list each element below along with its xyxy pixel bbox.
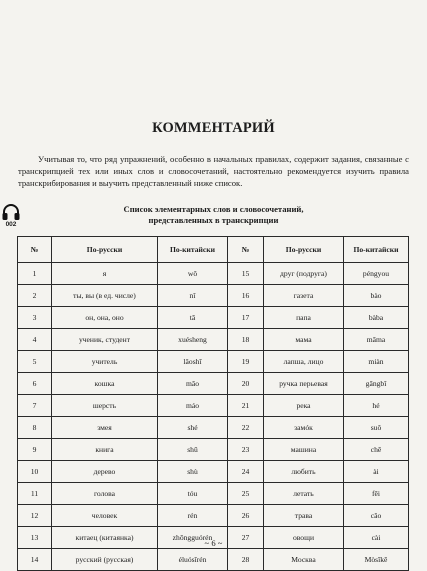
table-cell-russian-1: я xyxy=(52,263,158,285)
table-cell-num-1: 3 xyxy=(18,307,52,329)
table-cell-russian-2: Москва xyxy=(264,549,344,571)
table-cell-num-1: 5 xyxy=(18,351,52,373)
table-cell-num-2: 21 xyxy=(228,395,264,417)
table-cell-russian-1: китаец (китаянка) xyxy=(52,527,158,549)
table-cell-num-2: 27 xyxy=(228,527,264,549)
table-cell-chinese-1: māo xyxy=(158,373,228,395)
table-cell-russian-1: шерсть xyxy=(52,395,158,417)
column-header-num-1: № xyxy=(18,237,52,263)
table-body xyxy=(18,263,409,571)
table-cell-russian-1: голова xyxy=(52,483,158,505)
table-cell-num-2: 28 xyxy=(228,549,264,571)
audio-track-number: 002 xyxy=(5,221,17,228)
table-row xyxy=(18,505,409,527)
list-title-line-2: представленных в транскрипции xyxy=(148,215,279,225)
table-cell-num-2: 20 xyxy=(228,373,264,395)
table-cell-num-2: 15 xyxy=(228,263,264,285)
table-cell-russian-2: летать xyxy=(264,483,344,505)
table-cell-russian-2: лапша, лицо xyxy=(264,351,344,373)
table-cell-chinese-1: shū xyxy=(158,439,228,461)
table-cell-chinese-2: cài xyxy=(344,527,409,549)
table-cell-chinese-1: rén xyxy=(158,505,228,527)
table-cell-chinese-2: bàba xyxy=(344,307,409,329)
table-row xyxy=(18,351,409,373)
table-cell-chinese-2: Mòsīkē xyxy=(344,549,409,571)
table-cell-chinese-2: bào xyxy=(344,285,409,307)
table-cell-chinese-2: chē xyxy=(344,439,409,461)
table-cell-num-2: 19 xyxy=(228,351,264,373)
table-cell-chinese-2: miàn xyxy=(344,351,409,373)
table-cell-russian-1: ученик, студент xyxy=(52,329,158,351)
table-cell-russian-1: учитель xyxy=(52,351,158,373)
table-row xyxy=(18,307,409,329)
table-row xyxy=(18,373,409,395)
table-cell-chinese-2: hé xyxy=(344,395,409,417)
table-cell-russian-1: он, она, оно xyxy=(52,307,158,329)
table-cell-russian-2: друг (подруга) xyxy=(264,263,344,285)
table-cell-chinese-2: fēi xyxy=(344,483,409,505)
table-cell-chinese-2: gāngbǐ xyxy=(344,373,409,395)
column-header-russian-1: По-русски xyxy=(52,237,158,263)
table-cell-num-1: 7 xyxy=(18,395,52,417)
table-cell-chinese-1: tā xyxy=(158,307,228,329)
table-cell-num-2: 22 xyxy=(228,417,264,439)
table-cell-chinese-1: xuésheng xyxy=(158,329,228,351)
table-cell-russian-1: змея xyxy=(52,417,158,439)
table-cell-num-1: 13 xyxy=(18,527,52,549)
column-header-russian-2: По-русски xyxy=(264,237,344,263)
intro-text: Учитывая то, что ряд упражнений, особенно в начальных правилах, содержит задания, связанные с транскрипцией тех или иных слов и словосочетаний, настоятельно рекомендуется изучить правила транскрибирования и выучить представленный ниже список. xyxy=(18,154,409,189)
table-cell-num-2: 17 xyxy=(228,307,264,329)
table-row xyxy=(18,461,409,483)
column-header-chinese-1: По-китайски xyxy=(158,237,228,263)
table-cell-russian-1: русский (русская) xyxy=(52,549,158,571)
table-cell-num-2: 24 xyxy=(228,461,264,483)
table-cell-russian-2: ручка перьевая xyxy=(264,373,344,395)
table-cell-russian-2: трава xyxy=(264,505,344,527)
table-cell-russian-2: папа xyxy=(264,307,344,329)
table-header xyxy=(18,237,409,263)
column-header-num-2: № xyxy=(228,237,264,263)
table-cell-russian-1: кошка xyxy=(52,373,158,395)
list-title xyxy=(0,204,427,226)
table-cell-num-1: 10 xyxy=(18,461,52,483)
table-cell-russian-2: замóк xyxy=(264,417,344,439)
table-cell-russian-1: ты, вы (в ед. числе) xyxy=(52,285,158,307)
table-cell-russian-2: овощи xyxy=(264,527,344,549)
table-cell-russian-2: река xyxy=(264,395,344,417)
table-cell-russian-1: книга xyxy=(52,439,158,461)
table-cell-chinese-1: wǒ xyxy=(158,263,228,285)
table-cell-num-1: 4 xyxy=(18,329,52,351)
table-cell-russian-2: газета xyxy=(264,285,344,307)
table-cell-num-1: 6 xyxy=(18,373,52,395)
list-title-line-1: Список элементарных слов и словосочетаний, xyxy=(123,204,304,214)
table-cell-num-2: 16 xyxy=(228,285,264,307)
table-cell-chinese-1: zhōngguórén xyxy=(158,527,228,549)
table-cell-num-1: 11 xyxy=(18,483,52,505)
table-row xyxy=(18,285,409,307)
table-cell-chinese-2: māma xyxy=(344,329,409,351)
table-row xyxy=(18,483,409,505)
table-cell-russian-1: человек xyxy=(52,505,158,527)
table-cell-num-1: 2 xyxy=(18,285,52,307)
table-cell-chinese-1: nǐ xyxy=(158,285,228,307)
page-number: ~ 6 ~ xyxy=(204,538,223,548)
table-cell-chinese-2: suǒ xyxy=(344,417,409,439)
table-cell-chinese-2: péngyou xyxy=(344,263,409,285)
table-cell-num-2: 23 xyxy=(228,439,264,461)
table-cell-num-1: 14 xyxy=(18,549,52,571)
table-cell-chinese-1: tóu xyxy=(158,483,228,505)
table-cell-num-1: 9 xyxy=(18,439,52,461)
table-cell-num-1: 1 xyxy=(18,263,52,285)
table-cell-chinese-1: shé xyxy=(158,417,228,439)
table-cell-chinese-2: ài xyxy=(344,461,409,483)
table-cell-num-2: 25 xyxy=(228,483,264,505)
table-cell-chinese-1: máo xyxy=(158,395,228,417)
table-cell-russian-2: мама xyxy=(264,329,344,351)
table-row xyxy=(18,439,409,461)
table-row xyxy=(18,417,409,439)
table-cell-num-2: 26 xyxy=(228,505,264,527)
table-row xyxy=(18,395,409,417)
table-row xyxy=(18,263,409,285)
table-cell-chinese-1: lǎoshī xyxy=(158,351,228,373)
vocabulary-table xyxy=(17,236,409,571)
page-heading: КОММЕНТАРИЙ xyxy=(152,120,275,136)
table-cell-num-2: 18 xyxy=(228,329,264,351)
table-cell-chinese-1: éluósīrén xyxy=(158,549,228,571)
intro-paragraph xyxy=(18,153,409,190)
table-row xyxy=(18,549,409,571)
table-cell-russian-2: любить xyxy=(264,461,344,483)
table-row xyxy=(18,329,409,351)
table-cell-russian-1: дерево xyxy=(52,461,158,483)
table-cell-chinese-1: shù xyxy=(158,461,228,483)
table-cell-russian-2: машина xyxy=(264,439,344,461)
column-header-chinese-2: По-китайски xyxy=(344,237,409,263)
table-cell-num-1: 8 xyxy=(18,417,52,439)
table-cell-num-1: 12 xyxy=(18,505,52,527)
table-cell-chinese-2: cǎo xyxy=(344,505,409,527)
table-header-row xyxy=(18,237,409,263)
